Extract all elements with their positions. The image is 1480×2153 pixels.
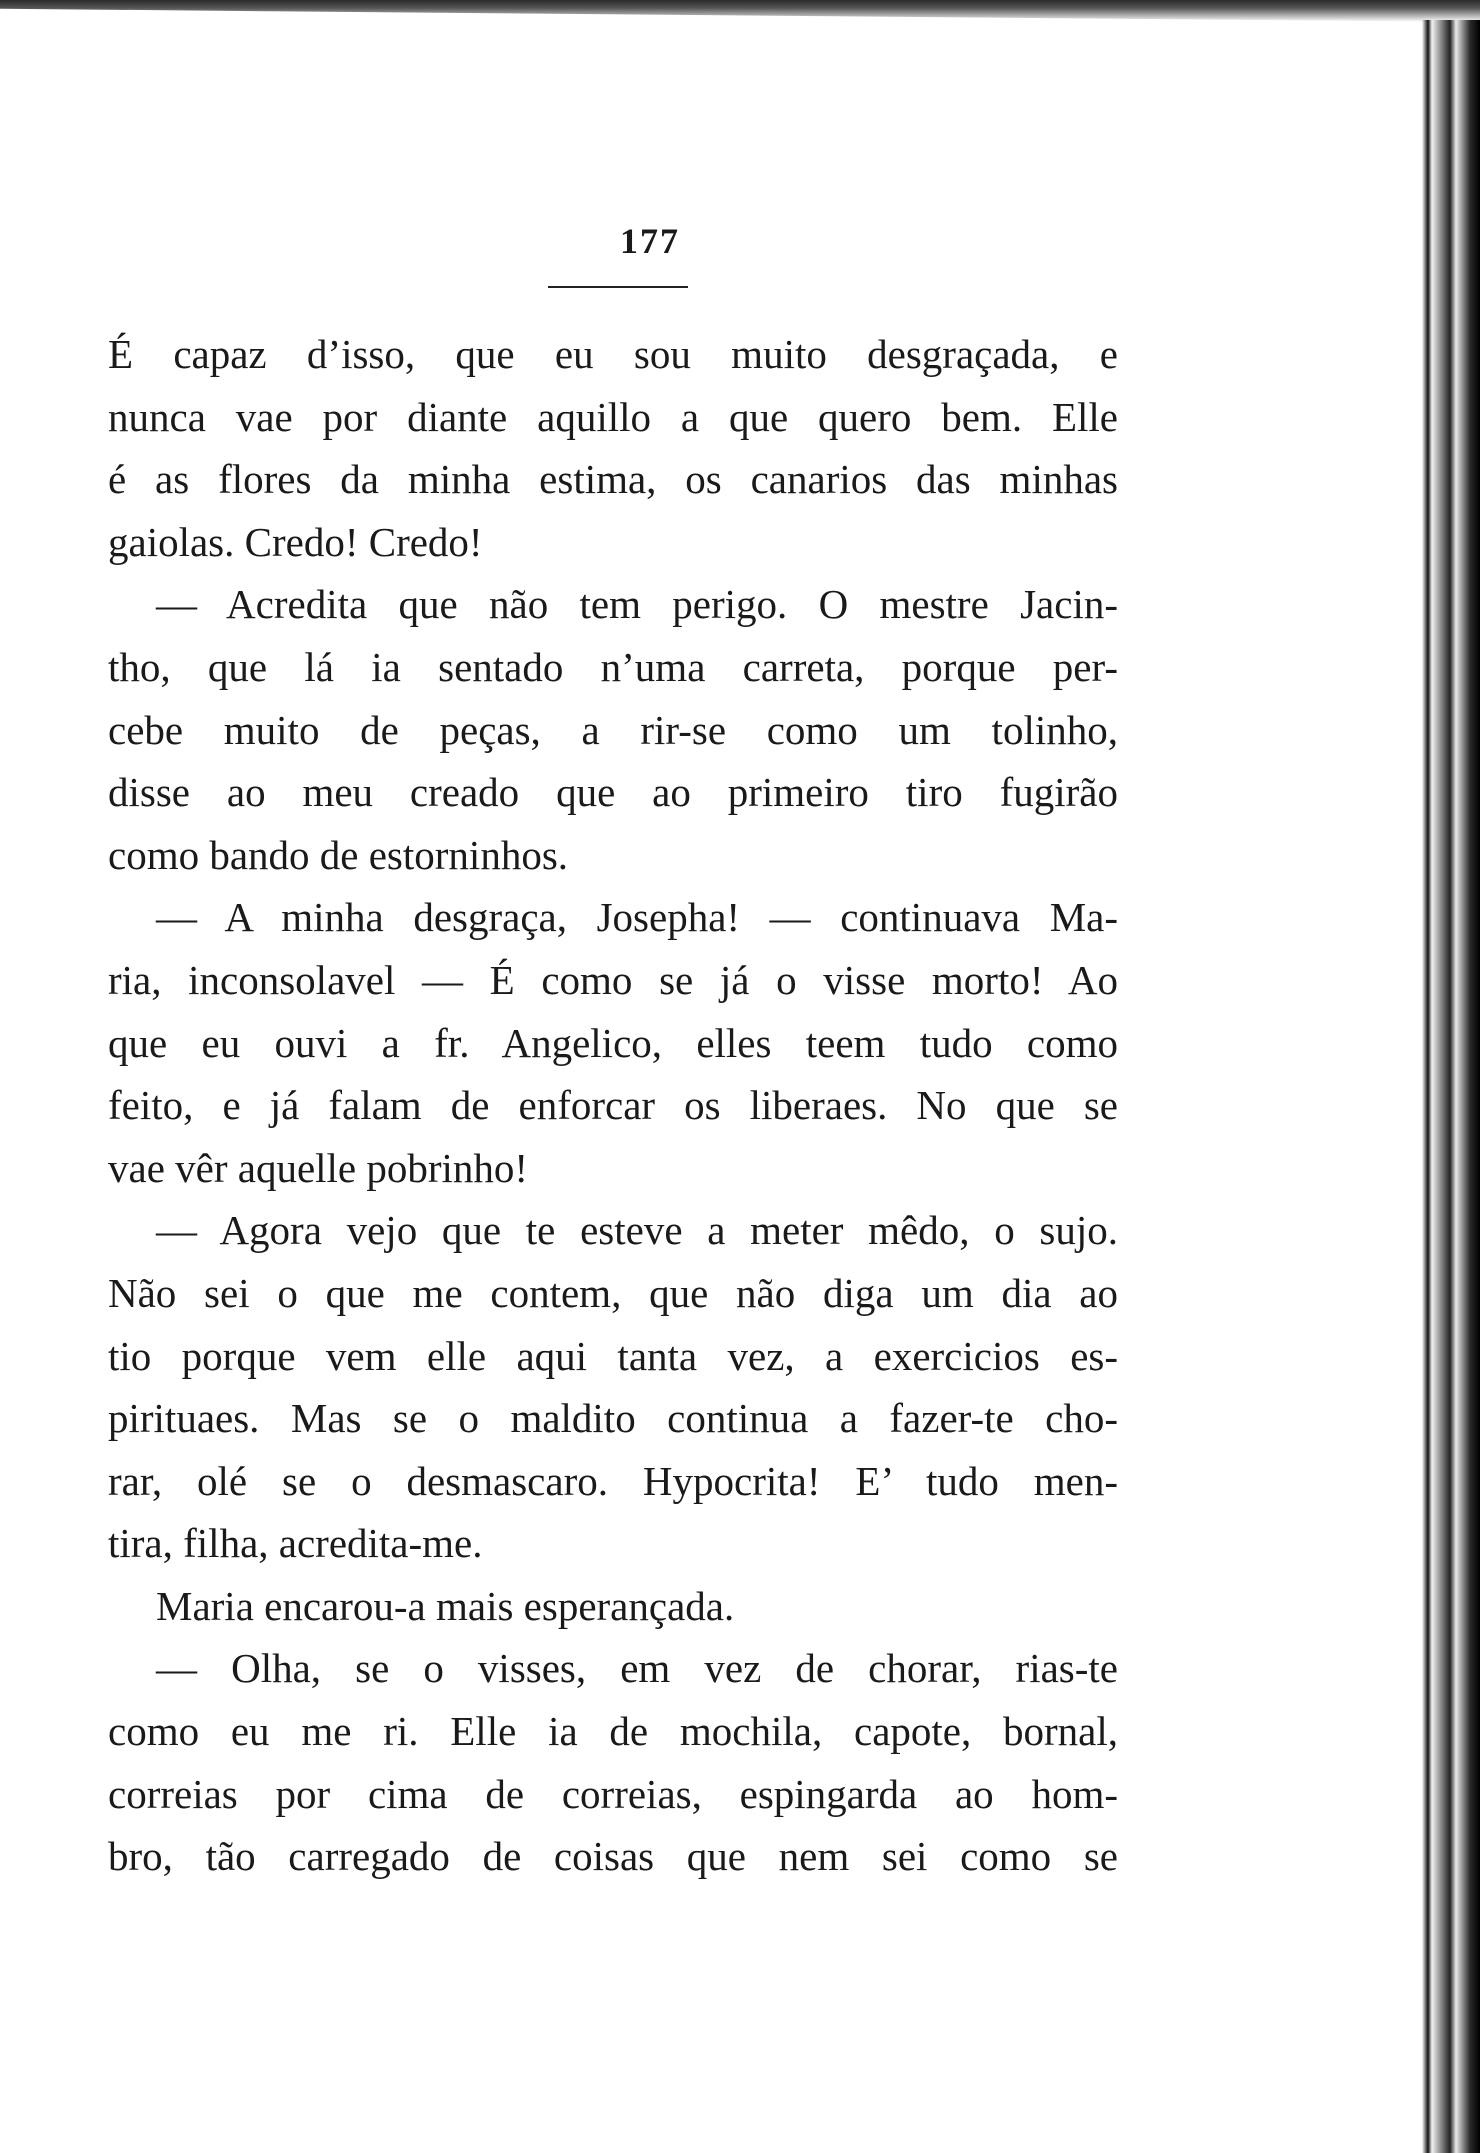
text-line: — Acredita que não tem perigo. O mestre Jacin- [156, 581, 1118, 628]
text-line: bro, tão carregado de coisas que nem sei como se [108, 1833, 1118, 1880]
text-line: rar, olé se o desmascaro. Hypocrita! E’ tudo men- [108, 1457, 1118, 1504]
text-line: disse ao meu creado que ao primeiro tiro fugirão [108, 769, 1118, 816]
text-line: vae vêr aquelle pobrinho! [108, 1144, 529, 1191]
text-line: correias por cima de correias, espingarda ao hom- [108, 1770, 1118, 1817]
text-line: Maria encarou-a mais esperançada. [156, 1582, 735, 1629]
text-line: ria, inconsolavel — É como se já o visse morto! Ao [108, 956, 1118, 1003]
text-line: É capaz d’isso, que eu sou muito desgraçada, e [108, 331, 1118, 377]
body-text [108, 323, 1118, 1888]
text-line: nunca vae por diante aquillo a que quero bem. Elle [108, 393, 1118, 440]
header-rule [548, 286, 688, 288]
text-line: é as flores da minha estima, os canarios das minhas [108, 456, 1118, 503]
page-number: 177 [620, 221, 680, 261]
page-binding-edge [1372, 20, 1480, 2153]
text-line: Não sei o que me contem, que não diga um dia ao [108, 1269, 1118, 1316]
text-line: — A minha desgraça, Josepha! — continuava Ma- [156, 894, 1118, 941]
text-line: tho, que lá ia sentado n’uma carreta, porque per- [108, 643, 1118, 690]
text-line: pirituaes. Mas se o maldito continua a fazer-te cho- [108, 1395, 1118, 1442]
text-line: tio porque vem elle aqui tanta vez, a exercicios es- [108, 1332, 1118, 1379]
text-line: que eu ouvi a fr. Angelico, elles teem tudo como [108, 1019, 1118, 1066]
text-line: — Agora vejo que te esteve a meter mêdo, o sujo. [156, 1207, 1118, 1254]
text-line: cebe muito de peças, a rir-se como um tolinho, [108, 706, 1118, 753]
text-line: como eu me ri. Elle ia de mochila, capote, bornal, [108, 1708, 1118, 1755]
text-line: — Olha, se o visses, em vez de chorar, rias-te [156, 1645, 1118, 1692]
page-top-edge-shadow [0, 0, 1480, 22]
text-line: feito, e já falam de enforcar os liberaes. No que se [108, 1082, 1118, 1129]
text-line: como bando de estorninhos. [108, 831, 569, 878]
text-line: gaiolas. Credo! Credo! [108, 518, 483, 565]
text-line: tira, filha, acredita-me. [108, 1520, 483, 1567]
